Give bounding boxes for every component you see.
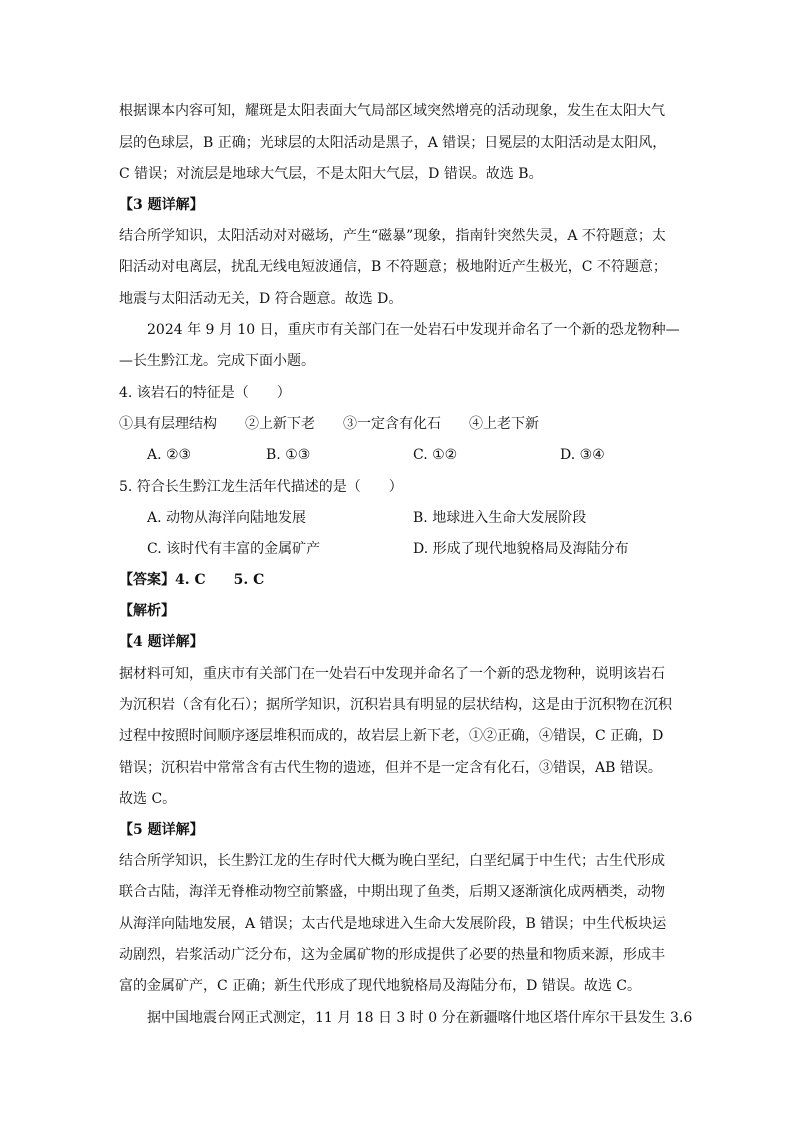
q4-explanation-line-1: 据材料可知，重庆市有关部门在一处岩石中发现并命名了一个新的恐龙物种，说明该岩石 — [119, 666, 665, 682]
q4-item-1: ①具有层理结构 — [119, 416, 217, 432]
q5-stem: 5. 符合长生黔江龙生活年代描述的是（ ） — [119, 479, 403, 495]
q2-explanation-line-1: 根据课本内容可知，耀斑是太阳表面大气局部区域突然增亮的活动现象，发生在太阳大气 — [119, 103, 665, 119]
q5-option-b: B. 地球进入生命大发展阶段 — [413, 510, 587, 526]
q2-explanation-line-3: C 错误；对流层是地球大气层，不是太阳大气层，D 错误。故选 B。 — [119, 166, 543, 182]
q4-item-4: ④上老下新 — [469, 416, 539, 432]
q5-option-d: D. 形成了现代地貌格局及海陆分布 — [413, 541, 629, 557]
q4-item-3: ③一定含有化石 — [343, 416, 441, 432]
next-material-line: 据中国地震台网正式测定，11 月 18 日 3 时 0 分在新疆喀什地区塔什库尔干县发生 3.6 — [147, 1010, 693, 1026]
material-line-1: 2024 年 9 月 10 日，重庆市有关部门在一处岩石中发现并命名了一个新的恐龙物种— — [147, 322, 680, 338]
q4-option-d: D. ③④ — [560, 447, 605, 463]
q5-detail-header: 【5 题详解】 — [119, 822, 204, 838]
q4-explanation-line-5: 故选 C。 — [119, 791, 177, 807]
q4-stem: 4. 该岩石的特征是（ ） — [119, 385, 291, 401]
q5-option-a: A. 动物从海洋向陆地发展 — [147, 510, 307, 526]
q4-explanation-line-3: 过程中按照时间顺序逐层堆积而成的，故岩层上新下老，①②正确，④错误，C 正确，D — [119, 728, 664, 744]
answer-line: 【答案】4. C 5. C — [119, 572, 265, 588]
q5-explanation-line-5: 富的金属矿产，C 正确；新生代形成了现代地貌格局及海陆分布，D 错误。故选 C。 — [119, 978, 641, 994]
q3-detail-header: 【3 题详解】 — [119, 197, 204, 213]
q4-item-2: ②上新下老 — [245, 416, 315, 432]
analysis-header: 【解析】 — [119, 603, 175, 619]
q4-explanation-line-4: 错误；沉积岩中常常含有古代生物的遗迹，但并不是一定含有化石，③错误，AB 错误。 — [119, 760, 662, 776]
q4-detail-header: 【4 题详解】 — [119, 634, 204, 650]
q3-explanation-line-3: 地震与太阳活动无关，D 符合题意。故选 D。 — [119, 291, 403, 307]
q4-option-b: B. ①③ — [266, 447, 311, 463]
q5-explanation-line-3: 从海洋向陆地发展，A 错误；太古代是地球进入生命大发展阶段，B 错误；中生代板块运 — [119, 916, 667, 932]
q4-option-c: C. ①② — [413, 447, 458, 463]
material-line-2: —长生黔江龙。完成下面小题。 — [119, 353, 315, 369]
q4-explanation-line-2: 为沉积岩（含有化石）；据所学知识，沉积岩具有明显的层状结构，这是由于沉积物在沉积 — [119, 697, 672, 713]
q4-option-a: A. ②③ — [147, 447, 192, 463]
q5-explanation-line-1: 结合所学知识，长生黔江龙的生存时代大概为晚白垩纪，白垩纪属于中生代；古生代形成 — [119, 853, 665, 869]
q5-explanation-line-4: 动剧烈，岩浆活动广泛分布，这为金属矿物的形成提供了必要的热量和物质来源，形成丰 — [119, 947, 665, 963]
q5-option-c: C. 该时代有丰富的金属矿产 — [147, 541, 321, 557]
q3-explanation-line-1: 结合所学知识，太阳活动对对磁场，产生“磁暴”现象，指南针突然失灵，A 不符题意；太 — [119, 228, 666, 244]
q2-explanation-line-2: 层的色球层，B 正确；光球层的太阳活动是黑子，A 错误；日冕层的太阳活动是太阳风， — [119, 135, 667, 151]
q3-explanation-line-2: 阳活动对电离层，扰乱无线电短波通信，B 不符题意；极地附近产生极光，C 不符题意； — [119, 259, 667, 275]
q5-explanation-line-2: 联合古陆，海洋无脊椎动物空前繁盛，中期出现了鱼类，后期又逐渐演化成两栖类，动物 — [119, 884, 665, 900]
